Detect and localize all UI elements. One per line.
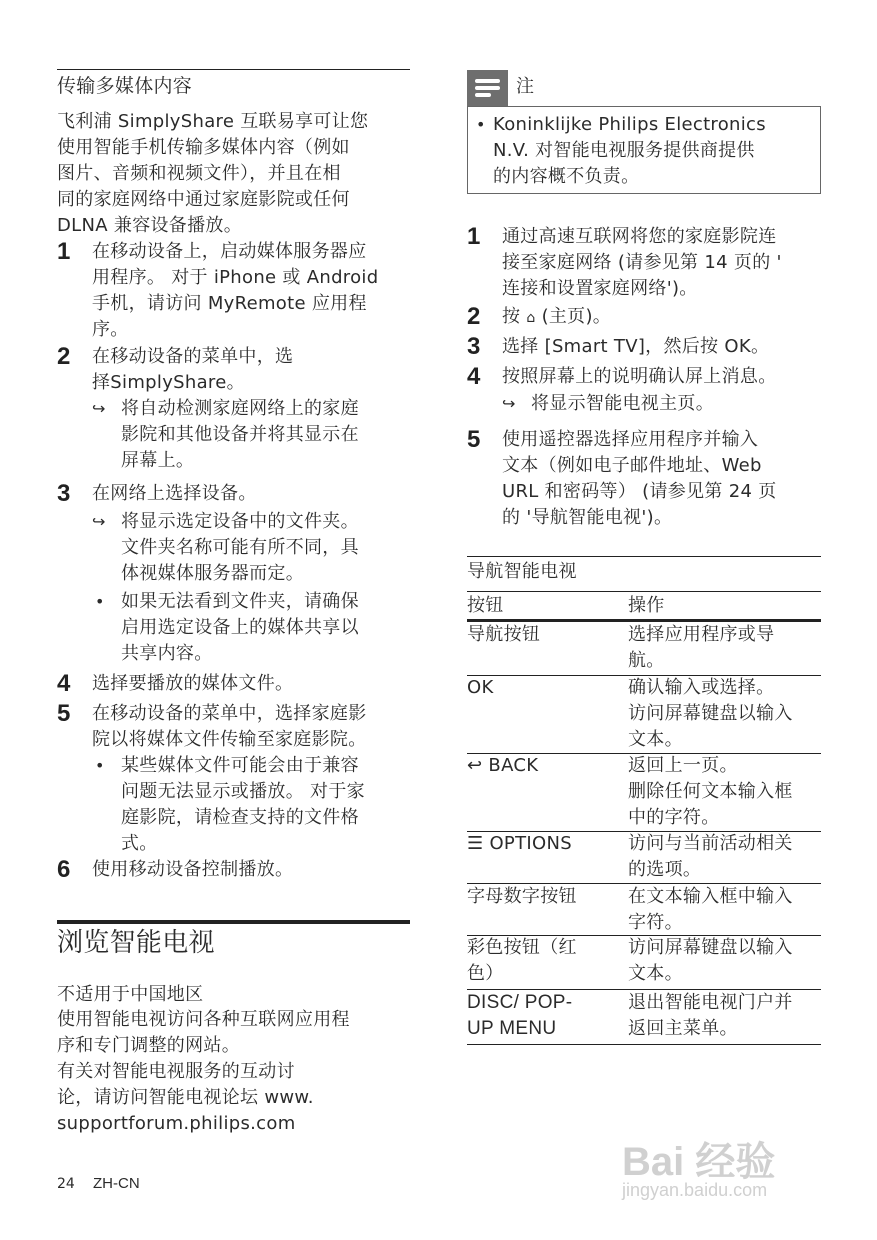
options-icon: ☰: [467, 833, 484, 854]
table-cell-button: OK: [467, 677, 494, 698]
table-cell-action: 访问屏幕键盘以输入 文本。: [628, 937, 793, 984]
table-cell-action: 选择应用程序或导 航。: [628, 624, 775, 671]
result-arrow-icon: ↪: [92, 512, 106, 531]
region-note: 不适用于中国地区: [57, 984, 204, 1005]
step-text: [502, 304, 611, 331]
step-number: 2: [57, 343, 71, 370]
result-arrow-icon: ↪: [92, 399, 106, 418]
step-text: 在移动设备的菜单中，选 择SimplyShare。: [92, 346, 294, 393]
watermark-logo: Bai 经验: [622, 1140, 776, 1184]
step-result: 将自动检测家庭网络上的家庭 影院和其他设备并将其显示在 屏幕上。: [121, 398, 359, 471]
step-bullet: 如果无法看到文件夹，请确保 启用选定设备上的媒体共享以 共享内容。: [121, 591, 359, 664]
table-bottom-rule: [467, 1044, 821, 1045]
table-cell-button: 彩色按钮（红 色）: [467, 937, 577, 984]
body-paragraph: 使用智能电视访问各种互联网应用程 序和专门调整的网站。 有关对智能电视服务的互动讨 论，请访问智能电视论坛 www. supportforum.philips.com: [57, 1009, 350, 1134]
section-top-rule: [57, 69, 410, 70]
note-text: Koninklijke Philips Electronics N.V. 对智能电视服务提供商提供 的内容概不负责。: [493, 114, 766, 187]
step-text-pre: 按: [502, 306, 521, 327]
table-cell-button-label: BACK: [488, 755, 539, 776]
step-bullet: 某些媒体文件可能会由于兼容 问题无法显示或播放。 对于家 庭影院，请检查支持的文件格 式。: [121, 755, 365, 854]
language-code: ZH-CN: [93, 1175, 140, 1192]
bullet-icon: •: [95, 592, 105, 611]
section-title: 传输多媒体内容: [57, 75, 193, 97]
step-result: 将显示选定设备中的文件夹。 文件夹名称可能有所不同，具 体视媒体服务器而定。: [121, 511, 359, 584]
table-cell-button: 导航按钮: [467, 624, 541, 645]
table-cell-action: 在文本输入框中输入 字符。: [628, 886, 793, 933]
step-number: 5: [467, 426, 481, 453]
step-text: 在移动设备上，启动媒体服务器应 用程序。 对于 iPhone 或 Android 手机，请访问 MyRemote 应用程 序。: [92, 241, 379, 340]
table-cell-button-label: OPTIONS: [489, 833, 572, 854]
step-number: 4: [57, 670, 71, 697]
step-number: 1: [57, 238, 71, 265]
step-text: 在网络上选择设备。: [92, 483, 257, 504]
step-number: 5: [57, 700, 71, 727]
note-label: 注: [516, 76, 535, 97]
step-text: 使用遥控器选择应用程序并输入 文本（例如电子邮件地址、Web URL 和密码等） (请参见第 24 页 的 '导航智能电视')。: [502, 429, 777, 528]
note-icon: [467, 70, 508, 106]
page-number: 24: [57, 1176, 75, 1192]
result-arrow-icon: ↪: [502, 394, 516, 413]
step-text: 通过高速互联网将您的家庭影院连 接至家庭网络 (请参见第 14 页的 ' 连接和设置家庭网络')。: [502, 226, 782, 299]
back-icon: ↩: [467, 755, 483, 776]
step-number: 4: [467, 363, 481, 390]
table-top-rule: [467, 556, 821, 557]
bullet-icon: •: [95, 756, 105, 775]
home-icon: ⌂: [526, 310, 536, 326]
step-text: 在移动设备的菜单中，选择家庭影 院以将媒体文件传输至家庭影院。: [92, 703, 367, 750]
chapter-title: 浏览智能电视: [57, 928, 215, 958]
step-text-post: (主页)。: [541, 306, 612, 327]
step-text: 使用移动设备控制播放。: [92, 859, 294, 880]
step-number: 3: [57, 480, 71, 507]
step-text: 选择要播放的媒体文件。: [92, 673, 294, 694]
intro-paragraph: 飞利浦 SimplyShare 互联易享可让您 使用智能手机传输多媒体内容（例如 图片、音频和视频文件），并且在相 同的家庭网络中通过家庭影院或任何 DLNA 兼容设备播放。: [57, 111, 369, 236]
table-title: 导航智能电视: [467, 561, 577, 582]
step-number: 6: [57, 856, 71, 883]
table-header-button: 按钮: [467, 595, 504, 616]
table-header-action: 操作: [628, 595, 665, 616]
step-text: 按照屏幕上的说明确认屏上消息。: [502, 366, 777, 387]
table-cell-button: DISC/ POP- UP MENU: [467, 992, 573, 1039]
table-cell-button: [467, 831, 572, 857]
table-cell-button: 字母数字按钮: [467, 886, 577, 907]
table-cell-button: [467, 753, 538, 779]
table-cell-action: 访问与当前活动相关 的选项。: [628, 833, 793, 880]
step-text: 选择 [Smart TV]，然后按 OK。: [502, 336, 770, 357]
step-number: 3: [467, 333, 481, 360]
step-number: 1: [467, 223, 481, 250]
table-cell-action: 退出智能电视门户并 返回主菜单。: [628, 992, 793, 1039]
table-cell-action: 确认输入或选择。 访问屏幕键盘以输入 文本。: [628, 677, 793, 750]
bullet-icon: •: [476, 115, 486, 134]
chapter-rule: [57, 920, 410, 924]
watermark-url: jingyan.baidu.com: [622, 1180, 768, 1200]
table-cell-action: 返回上一页。 删除任何文本输入框 中的字符。: [628, 755, 793, 828]
table-rule: [467, 591, 821, 592]
step-result: 将显示智能电视主页。: [531, 393, 714, 414]
step-number: 2: [467, 303, 481, 330]
